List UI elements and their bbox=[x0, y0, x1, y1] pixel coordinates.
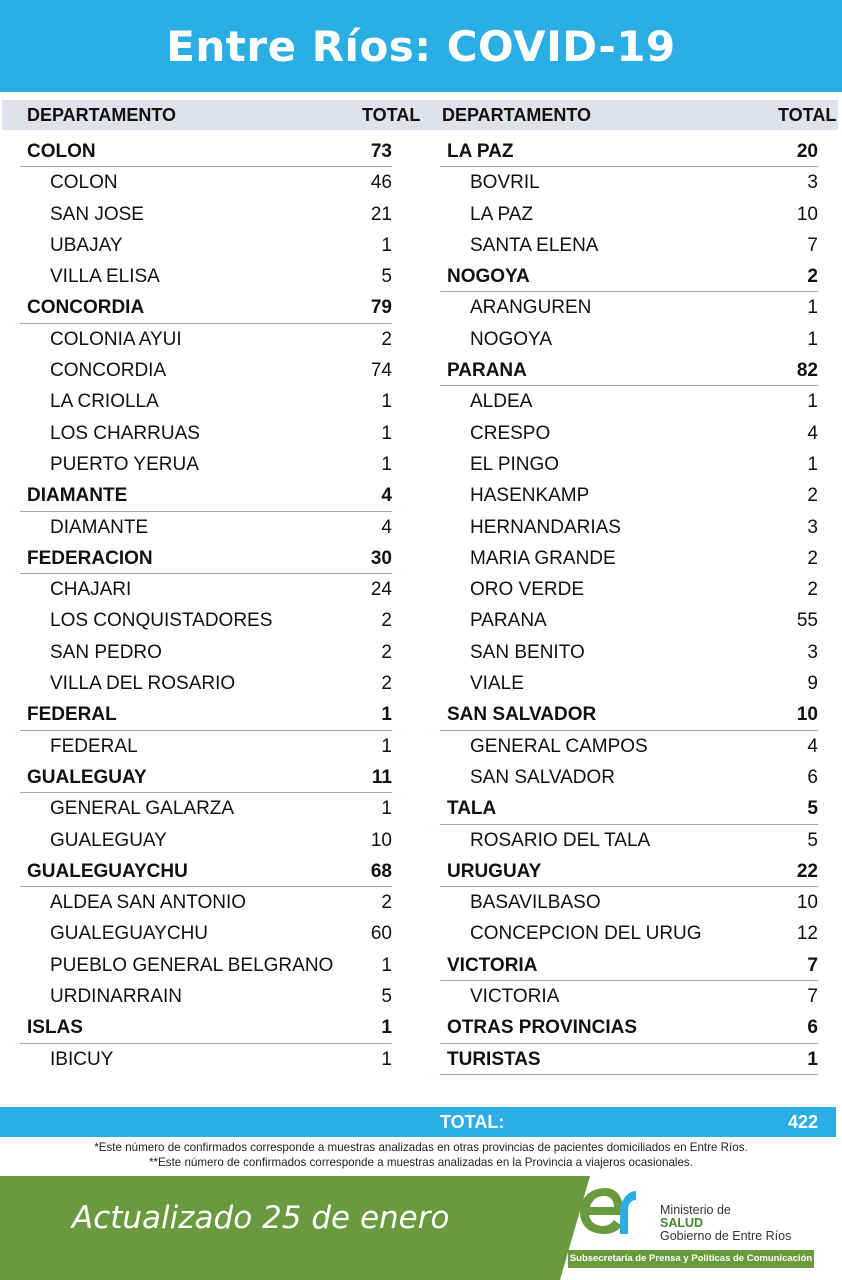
locality-total: 5 bbox=[381, 266, 392, 288]
locality-name: HASENKAMP bbox=[470, 485, 590, 507]
locality-name: SAN PEDRO bbox=[50, 641, 162, 663]
locality-name: PARANA bbox=[470, 610, 547, 632]
locality-row bbox=[440, 386, 818, 417]
department-name: TALA bbox=[447, 798, 497, 820]
locality-row bbox=[20, 512, 392, 543]
locality-row bbox=[440, 418, 818, 449]
locality-name: VILLA ELISA bbox=[50, 266, 160, 288]
locality-name: HERNANDARIAS bbox=[470, 516, 621, 538]
ministry-line-3: Gobierno de Entre Ríos bbox=[660, 1229, 792, 1243]
department-name: SAN SALVADOR bbox=[447, 704, 597, 726]
department-total: 7 bbox=[807, 954, 818, 976]
locality-row bbox=[440, 512, 818, 543]
locality-total: 55 bbox=[796, 610, 818, 632]
locality-row bbox=[20, 793, 392, 824]
locality-name: BASAVILBASO bbox=[470, 892, 601, 914]
department-total: 2 bbox=[807, 266, 818, 288]
department-name: GUALEGUAYCHU bbox=[27, 860, 188, 882]
department-name: COLON bbox=[27, 141, 96, 162]
locality-total: 12 bbox=[796, 923, 818, 945]
locality-row bbox=[440, 668, 818, 699]
locality-name: GUALEGUAYCHU bbox=[50, 923, 209, 945]
department-total: 30 bbox=[370, 547, 392, 569]
department-row bbox=[440, 856, 818, 887]
department-row bbox=[440, 950, 818, 981]
locality-name: LA CRIOLLA bbox=[50, 391, 159, 413]
locality-name: SAN JOSE bbox=[50, 203, 144, 225]
department-row bbox=[440, 793, 818, 824]
page-title: Entre Ríos: COVID-19 bbox=[166, 21, 676, 71]
locality-total: 1 bbox=[807, 453, 818, 475]
locality-name: SANTA ELENA bbox=[470, 234, 599, 256]
locality-name: GUALEGUAY bbox=[50, 829, 167, 851]
locality-total: 1 bbox=[381, 954, 392, 976]
locality-total: 1 bbox=[381, 735, 392, 757]
locality-row bbox=[440, 543, 818, 574]
ministry-line-2: SALUD bbox=[660, 1216, 704, 1230]
department-row bbox=[20, 136, 392, 167]
department-name: VICTORIA bbox=[447, 954, 538, 976]
department-total: 6 bbox=[807, 1017, 818, 1039]
locality-row bbox=[440, 637, 818, 668]
department-row bbox=[440, 1044, 818, 1075]
locality-row bbox=[20, 887, 392, 918]
locality-total: 1 bbox=[807, 391, 818, 413]
locality-total: 3 bbox=[807, 172, 818, 194]
locality-total: 7 bbox=[807, 986, 818, 1008]
locality-row bbox=[20, 1044, 392, 1075]
locality-row bbox=[20, 449, 392, 480]
locality-total: 2 bbox=[381, 610, 392, 632]
locality-row bbox=[440, 605, 818, 636]
department-row bbox=[20, 699, 392, 730]
department-total: 1 bbox=[381, 704, 392, 726]
locality-name: CONCEPCION DEL URUG bbox=[470, 923, 702, 945]
locality-total: 1 bbox=[381, 798, 392, 820]
department-name: FEDERACION bbox=[27, 547, 153, 569]
locality-row bbox=[440, 199, 818, 230]
locality-row bbox=[440, 292, 818, 323]
department-name: OTRAS PROVINCIAS bbox=[447, 1017, 638, 1039]
department-total: 20 bbox=[796, 141, 818, 162]
locality-row bbox=[20, 386, 392, 417]
department-total: 10 bbox=[796, 704, 818, 726]
locality-name: ALDEA bbox=[470, 391, 533, 413]
department-total: 11 bbox=[371, 766, 392, 788]
department-row bbox=[20, 1012, 392, 1043]
department-total: 1 bbox=[807, 1048, 818, 1070]
department-row bbox=[440, 261, 818, 292]
locality-row bbox=[20, 261, 392, 292]
locality-total: 1 bbox=[807, 328, 818, 350]
department-row bbox=[440, 136, 818, 167]
locality-total: 46 bbox=[370, 172, 392, 194]
locality-total: 2 bbox=[381, 892, 392, 914]
left-total-header: TOTAL bbox=[362, 104, 421, 125]
department-row bbox=[440, 699, 818, 730]
department-name: URUGUAY bbox=[447, 860, 542, 882]
department-name: FEDERAL bbox=[27, 704, 117, 726]
locality-total: 10 bbox=[796, 203, 818, 225]
locality-total: 6 bbox=[807, 766, 818, 788]
locality-total: 1 bbox=[381, 1048, 392, 1070]
footnote-1: *Este número de confirmados corresponde a muestras analizadas en otras provincias de pacientes domiciliados en Entre Ríos. bbox=[94, 1141, 748, 1154]
locality-row bbox=[20, 637, 392, 668]
department-name: ISLAS bbox=[27, 1017, 83, 1039]
department-name: LA PAZ bbox=[447, 141, 514, 162]
locality-total: 1 bbox=[381, 422, 392, 444]
department-row bbox=[440, 355, 818, 386]
locality-name: MARIA GRANDE bbox=[470, 547, 616, 569]
locality-name: ALDEA SAN ANTONIO bbox=[50, 892, 247, 914]
locality-total: 2 bbox=[807, 547, 818, 569]
locality-total: 4 bbox=[381, 516, 392, 538]
locality-total: 2 bbox=[381, 328, 392, 350]
locality-row bbox=[440, 324, 818, 355]
locality-row bbox=[440, 480, 818, 511]
department-total: 22 bbox=[796, 860, 818, 882]
locality-name: ROSARIO DEL TALA bbox=[470, 829, 651, 851]
locality-row bbox=[20, 825, 392, 856]
locality-row bbox=[20, 918, 392, 949]
department-name: CONCORDIA bbox=[27, 297, 145, 319]
right-total-header: TOTAL bbox=[778, 104, 837, 125]
locality-total: 60 bbox=[370, 923, 392, 945]
ministry-name bbox=[660, 1204, 791, 1243]
locality-row bbox=[440, 887, 818, 918]
locality-name: UBAJAY bbox=[50, 234, 123, 256]
locality-row bbox=[20, 418, 392, 449]
locality-name: LOS CONQUISTADORES bbox=[50, 610, 273, 632]
locality-row bbox=[20, 324, 392, 355]
department-total: 79 bbox=[370, 297, 392, 319]
locality-name: CHAJARI bbox=[50, 579, 132, 601]
locality-row bbox=[440, 574, 818, 605]
locality-total: 1 bbox=[381, 234, 392, 256]
locality-total: 24 bbox=[370, 579, 392, 601]
locality-total: 4 bbox=[807, 422, 818, 444]
locality-row bbox=[440, 167, 818, 198]
footnotes bbox=[0, 1140, 842, 1170]
locality-total: 5 bbox=[807, 829, 818, 851]
locality-name: URDINARRAIN bbox=[50, 986, 182, 1008]
locality-row bbox=[440, 918, 818, 949]
footnote-2: **Este número de confirmados corresponde a muestras analizadas en la Provincia a viajeros ocasionales. bbox=[149, 1156, 693, 1169]
locality-name: NOGOYA bbox=[470, 328, 552, 350]
locality-name: LA PAZ bbox=[470, 203, 534, 225]
locality-row bbox=[440, 981, 818, 1012]
locality-row bbox=[440, 762, 818, 793]
locality-row bbox=[440, 731, 818, 762]
locality-row bbox=[440, 449, 818, 480]
locality-row bbox=[20, 167, 392, 198]
left-table bbox=[20, 136, 392, 1075]
locality-row bbox=[20, 574, 392, 605]
locality-total: 5 bbox=[381, 986, 392, 1008]
locality-row bbox=[20, 199, 392, 230]
department-name: TURISTAS bbox=[447, 1048, 541, 1070]
locality-total: 2 bbox=[807, 579, 818, 601]
locality-total: 2 bbox=[807, 485, 818, 507]
department-row bbox=[20, 480, 392, 511]
locality-name: CRESPO bbox=[470, 422, 551, 444]
total-label: TOTAL: bbox=[440, 1112, 505, 1132]
locality-total: 21 bbox=[370, 203, 392, 225]
ministry-logo-icon bbox=[576, 1180, 636, 1240]
subsecretaria-label: Subsecretaría de Prensa y Políticas de Comunicación bbox=[568, 1250, 814, 1268]
locality-total: 4 bbox=[807, 735, 818, 757]
locality-name: FEDERAL bbox=[50, 735, 138, 757]
department-name: NOGOYA bbox=[447, 266, 530, 288]
department-row bbox=[440, 1012, 818, 1043]
locality-total: 1 bbox=[381, 453, 392, 475]
locality-total: 2 bbox=[381, 673, 392, 695]
locality-name: GENERAL GALARZA bbox=[50, 798, 235, 820]
locality-total: 3 bbox=[807, 641, 818, 663]
department-row bbox=[20, 292, 392, 323]
locality-name: COLONIA AYUI bbox=[50, 328, 182, 350]
locality-name: PUEBLO GENERAL BELGRANO bbox=[50, 954, 334, 976]
locality-total: 1 bbox=[807, 297, 818, 319]
locality-row bbox=[20, 731, 392, 762]
locality-name: LOS CHARRUAS bbox=[50, 422, 200, 444]
department-row bbox=[20, 856, 392, 887]
locality-name: ORO VERDE bbox=[470, 579, 585, 601]
locality-name: IBICUY bbox=[50, 1048, 114, 1070]
locality-name: CONCORDIA bbox=[50, 360, 167, 382]
locality-name: SAN SALVADOR bbox=[470, 766, 616, 788]
locality-name: VILLA DEL ROSARIO bbox=[50, 673, 236, 695]
locality-total: 10 bbox=[370, 829, 392, 851]
department-total: 5 bbox=[807, 798, 818, 820]
locality-name: DIAMANTE bbox=[50, 516, 149, 538]
department-total: 1 bbox=[381, 1017, 392, 1039]
locality-row bbox=[440, 230, 818, 261]
locality-name: VIALE bbox=[470, 673, 524, 695]
locality-name: PUERTO YERUA bbox=[50, 453, 199, 475]
locality-row bbox=[20, 605, 392, 636]
department-row bbox=[20, 543, 392, 574]
locality-row bbox=[20, 950, 392, 981]
locality-name: GENERAL CAMPOS bbox=[470, 735, 648, 757]
locality-name: EL PINGO bbox=[470, 453, 560, 475]
ministry-line-1: Ministerio de bbox=[660, 1203, 731, 1217]
department-total: 73 bbox=[370, 141, 392, 162]
locality-row bbox=[20, 230, 392, 261]
locality-name: SAN BENITO bbox=[470, 641, 585, 663]
department-row bbox=[20, 762, 392, 793]
department-name: PARANA bbox=[447, 360, 527, 382]
locality-row bbox=[20, 981, 392, 1012]
department-total: 4 bbox=[381, 485, 392, 507]
department-name: DIAMANTE bbox=[27, 485, 128, 507]
locality-name: COLON bbox=[50, 172, 118, 194]
locality-row bbox=[20, 355, 392, 386]
right-dept-header: DEPARTAMENTO bbox=[442, 104, 592, 125]
department-name: GUALEGUAY bbox=[27, 766, 147, 788]
locality-total: 74 bbox=[370, 360, 392, 382]
locality-total: 3 bbox=[807, 516, 818, 538]
locality-total: 10 bbox=[796, 892, 818, 914]
right-table bbox=[440, 136, 818, 1075]
locality-name: ARANGUREN bbox=[470, 297, 592, 319]
locality-total: 1 bbox=[381, 391, 392, 413]
locality-row bbox=[20, 668, 392, 699]
locality-total: 7 bbox=[807, 234, 818, 256]
department-total: 68 bbox=[370, 860, 392, 882]
department-total: 82 bbox=[796, 360, 818, 382]
left-dept-header: DEPARTAMENTO bbox=[27, 104, 177, 125]
updated-date: Actualizado 25 de enero bbox=[72, 1200, 450, 1236]
locality-name: VICTORIA bbox=[470, 986, 560, 1008]
locality-total: 9 bbox=[807, 673, 818, 695]
locality-row bbox=[440, 825, 818, 856]
total-value: 422 bbox=[787, 1112, 818, 1132]
locality-name: BOVRIL bbox=[470, 172, 540, 194]
locality-total: 2 bbox=[381, 641, 392, 663]
